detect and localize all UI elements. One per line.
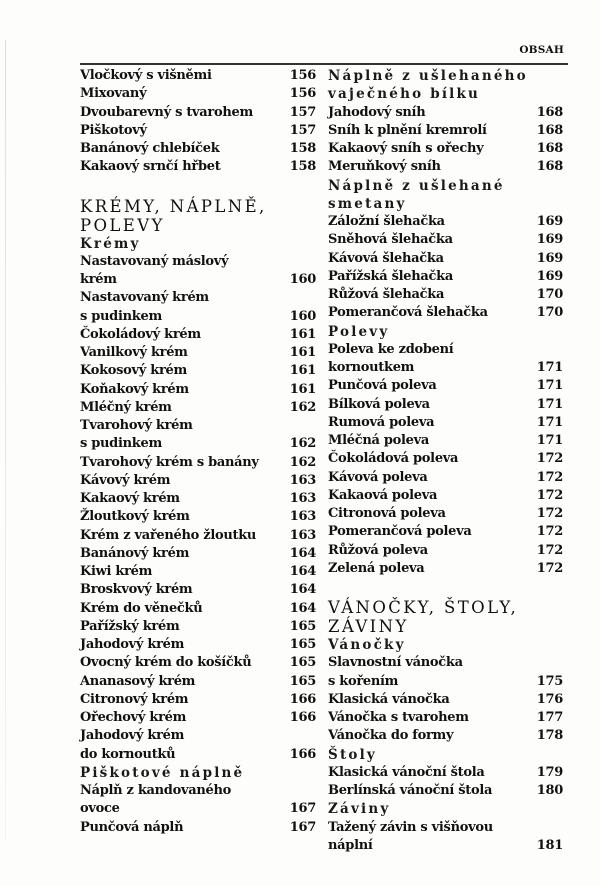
toc-entry (328, 213, 563, 231)
page-number: 169 (536, 232, 563, 248)
entry-title: Záložní šlehačka (328, 214, 445, 229)
page-number: 164 (289, 545, 316, 561)
toc-entry (80, 308, 316, 326)
page-number: 169 (536, 268, 563, 284)
entry-title: Růžová poleva (328, 542, 428, 558)
toc-entry (80, 344, 316, 362)
entry-title: Berlínská vánoční štola (328, 783, 493, 798)
entry-title: vaječného bílku (328, 86, 481, 103)
toc-entry (328, 231, 563, 249)
entry-title: Sněhová šlehačka (328, 232, 453, 248)
entry-title: Kávový krém (80, 472, 171, 488)
entry-title: Náplně z ušlehaného (328, 68, 528, 84)
entry-title: Poleva ke zdobení (328, 341, 454, 357)
toc-entry (328, 654, 563, 672)
page-number: 163 (289, 472, 316, 488)
section-heading (80, 235, 316, 253)
entry-title: Mixovaný (80, 86, 147, 102)
entry-title: Nastavovaný krém (80, 290, 209, 306)
toc-entry (328, 782, 563, 800)
entry-title: Polevy (328, 323, 390, 340)
toc-entry (328, 304, 563, 322)
entry-title: Punčová náplň (80, 819, 184, 835)
entry-title: Koňakový krém (80, 381, 189, 397)
entry-title: náplní (328, 837, 373, 853)
toc-entry (80, 362, 316, 380)
entry-title: s kořením (328, 673, 399, 689)
page-number: 165 (289, 655, 316, 671)
toc-entry (80, 399, 316, 417)
toc-entry (80, 800, 316, 818)
entry-title: Ořechový krém (80, 710, 187, 725)
toc-entry (80, 746, 316, 764)
page-edge-shadow (5, 40, 6, 840)
entry-title: Meruňkový sníh (328, 159, 441, 175)
toc-entry (328, 414, 563, 432)
page-number: 171 (536, 414, 563, 430)
toc-entry (80, 140, 316, 158)
entry-title: Banánový krém (80, 545, 190, 561)
entry-title: Tažený závin s višňovou (328, 819, 493, 835)
page-number: 169 (536, 250, 563, 266)
entry-title: ZÁVINY (328, 617, 409, 636)
entry-title: Záviny (328, 801, 391, 818)
toc-entry (80, 253, 316, 271)
page-number: 171 (536, 360, 563, 375)
entry-title: Piškotový (80, 122, 147, 138)
page-number: 162 (289, 454, 316, 470)
page-number: 172 (536, 524, 563, 540)
page-number: 168 (536, 104, 563, 120)
entry-title: smetany (328, 195, 407, 212)
toc-entry (328, 837, 563, 855)
toc-entry (328, 359, 563, 377)
toc-entry (328, 523, 563, 541)
page-number: 156 (289, 68, 316, 83)
page-number: 170 (536, 305, 563, 321)
toc-entry (328, 673, 563, 691)
toc-entry (328, 104, 563, 122)
page-number: 175 (536, 673, 563, 689)
page-number: 178 (536, 728, 563, 744)
entry-title: Klasická vánočka (328, 691, 450, 707)
section-heading (80, 764, 316, 782)
entry-title: Mléčná poleva (328, 433, 429, 448)
toc-entry (80, 673, 316, 691)
entry-title: Banánový chlebíček (80, 141, 220, 156)
entry-title: Krémy (80, 235, 141, 252)
page-number: 160 (289, 272, 316, 287)
page-number: 179 (536, 764, 563, 780)
spacer (80, 177, 316, 197)
page-number: 172 (536, 469, 563, 485)
page-number: 160 (289, 308, 316, 324)
entry-title: Vánočka do formy (328, 728, 454, 744)
page-number: 157 (289, 104, 316, 120)
page-number: 161 (289, 381, 316, 397)
entry-title: Ovocný krém do košíčků (80, 655, 252, 671)
entry-title: Slavnostní vánočka (328, 655, 463, 671)
page-number: 156 (289, 86, 316, 102)
toc-entry (80, 508, 316, 526)
page-number: 164 (289, 582, 316, 598)
entry-title: Žloutkový krém (80, 509, 190, 525)
toc-entry (80, 271, 316, 289)
entry-title: ovoce (80, 801, 120, 817)
section-heading (328, 195, 563, 213)
section-heading (328, 177, 563, 195)
page-number: 180 (536, 783, 563, 798)
entry-title: Mléčný krém (80, 399, 172, 415)
entry-title: KRÉMY, NÁPLNĚ, (80, 196, 267, 216)
section-heading (328, 85, 563, 103)
entry-title: Punčová poleva (328, 378, 437, 394)
toc-entry (80, 289, 316, 307)
toc-entry (80, 691, 316, 709)
section-heading (328, 67, 563, 85)
toc-entry (80, 600, 316, 618)
entry-title: Pomerančová šlehačka (328, 305, 488, 321)
page-number: 172 (536, 506, 563, 521)
toc-entry (328, 286, 563, 304)
entry-title: Sníh k plnění kremrolí (328, 122, 487, 138)
page-number: 168 (536, 122, 563, 138)
toc-entry (80, 158, 316, 176)
toc-entry (328, 432, 563, 450)
toc-entry (328, 505, 563, 523)
entry-title: Pomerančová poleva (328, 524, 472, 540)
toc-entry (80, 819, 316, 837)
page-number: 164 (289, 564, 316, 579)
toc-entry (328, 377, 563, 395)
toc-entry (80, 104, 316, 122)
toc-entry (328, 140, 563, 158)
page-number: 172 (536, 451, 563, 467)
toc-entry (80, 472, 316, 490)
toc-entry (80, 490, 316, 508)
toc-entry (80, 563, 316, 581)
toc-entry (328, 727, 563, 745)
section-heading (328, 323, 563, 341)
entry-title: Nastavovaný máslový (80, 253, 229, 269)
page-number: 167 (289, 819, 316, 835)
entry-title: Vánočky (328, 637, 406, 653)
toc-column-right (328, 67, 563, 855)
toc-entry (328, 560, 563, 578)
toc-entry (80, 326, 316, 344)
entry-title: Jahodový sníh (328, 104, 426, 120)
entry-title: Tvarohový krém s banány (80, 454, 259, 470)
page-number: 163 (289, 509, 316, 525)
section-heading (328, 746, 563, 764)
page-number: 162 (289, 399, 316, 415)
entry-title: Piškotové náplně (80, 764, 245, 781)
toc-entry (80, 782, 316, 800)
page-number: 163 (289, 527, 316, 543)
page-number: 166 (289, 691, 316, 707)
chapter-heading (328, 598, 563, 617)
page-number: 168 (536, 159, 563, 175)
entry-title: Rumová poleva (328, 414, 435, 430)
entry-title: Kávová šlehačka (328, 250, 444, 266)
entry-title: Vanilkový krém (80, 345, 188, 360)
toc-entry (328, 487, 563, 505)
toc-entry (328, 396, 563, 414)
toc-entry (328, 341, 563, 359)
toc-entry (80, 122, 316, 140)
page-number: 167 (289, 801, 316, 817)
page-number: 166 (289, 746, 316, 762)
toc-entry (80, 618, 316, 636)
entry-title: Náplně z ušlehané (328, 177, 505, 194)
entry-title: Klasická vánoční štola (328, 764, 485, 780)
entry-title: Pařížský krém (80, 618, 180, 634)
page-number: 161 (289, 345, 316, 360)
entry-title: do kornoutků (80, 746, 176, 762)
entry-title: Broskvový krém (80, 582, 193, 598)
toc-entry (80, 67, 316, 85)
page-number: 181 (536, 837, 563, 853)
toc-entry (80, 581, 316, 599)
toc-entry (328, 268, 563, 286)
entry-title: Růžová šlehačka (328, 287, 445, 302)
page-number: 168 (536, 141, 563, 156)
toc-entry (328, 819, 563, 837)
entry-title: Náplň z kandovaného (80, 783, 231, 798)
entry-title: Krém z vařeného žloutku (80, 527, 257, 543)
toc-entry (80, 654, 316, 672)
toc-entry (328, 691, 563, 709)
entry-title: s pudinkem (80, 436, 162, 452)
running-header: OBSAH (519, 44, 564, 56)
entry-title: Kávová poleva (328, 469, 428, 485)
entry-title: Bílková poleva (328, 396, 430, 412)
toc-entry (80, 636, 316, 654)
page-number: 171 (536, 433, 563, 448)
entry-title: Vánočka s tvarohem (328, 710, 469, 725)
entry-title: Ananasový krém (80, 673, 196, 689)
toc-entry (80, 545, 316, 563)
entry-title: krém (80, 272, 117, 287)
chapter-heading (80, 216, 316, 235)
entry-title: Citronová poleva (328, 506, 446, 521)
chapter-heading (328, 617, 563, 636)
entry-title: Kiwi krém (80, 564, 153, 579)
page-number: 161 (289, 326, 316, 342)
section-heading (328, 800, 563, 818)
page-number: 172 (536, 560, 563, 576)
toc-entry (80, 435, 316, 453)
entry-title: Jahodový krém (80, 728, 185, 744)
entry-title: VÁNOČKY, ŠTOLY, (328, 598, 519, 617)
entry-title: Čokoládový krém (80, 326, 201, 342)
entry-title: Tvarohový krém (80, 418, 193, 433)
toc-entry (80, 381, 316, 399)
toc-entry (80, 727, 316, 745)
page-number: 171 (536, 396, 563, 412)
entry-title: Kokosový krém (80, 363, 187, 379)
spacer (328, 578, 563, 598)
toc-entry (328, 158, 563, 176)
toc-entry (328, 450, 563, 468)
page-number: 172 (536, 542, 563, 558)
toc-entry (328, 709, 563, 727)
page-number: 164 (289, 600, 316, 616)
header-rule (80, 63, 568, 65)
page-number: 166 (289, 710, 316, 725)
page-number: 170 (536, 287, 563, 302)
entry-title: Zelená poleva (328, 560, 425, 576)
entry-title: POLEVY (80, 215, 165, 235)
page-number: 176 (536, 691, 563, 707)
entry-title: Pařížská šlehačka (328, 268, 453, 284)
entry-title: Štoly (328, 746, 377, 763)
page-number: 157 (289, 122, 316, 138)
toc-entry (80, 527, 316, 545)
page-number: 177 (536, 710, 563, 725)
toc-entry (80, 709, 316, 727)
entry-title: Kakaový srnčí hřbet (80, 159, 221, 175)
section-heading (328, 636, 563, 654)
entry-title: Kakaová poleva (328, 487, 438, 503)
entry-title: s pudinkem (80, 308, 162, 324)
page-number: 169 (536, 214, 563, 229)
entry-title: kornoutkem (328, 360, 415, 375)
page-number: 162 (289, 436, 316, 452)
toc-entry (328, 250, 563, 268)
entry-title: Vločkový s višněmi (80, 68, 212, 83)
page-number: 163 (289, 491, 316, 506)
entry-title: Kakaový sníh s ořechy (328, 141, 484, 156)
entry-title: Jahodový krém (80, 637, 185, 652)
page-number: 158 (289, 159, 316, 175)
entry-title: Čokoládová poleva (328, 451, 459, 467)
page-number: 171 (536, 378, 563, 394)
page-number: 165 (289, 637, 316, 652)
entry-title: Citronový krém (80, 691, 189, 707)
toc-entry (328, 764, 563, 782)
toc-entry (328, 542, 563, 560)
page-number: 161 (289, 363, 316, 379)
page-number: 158 (289, 141, 316, 156)
toc-entry (328, 122, 563, 140)
entry-title: Kakaový krém (80, 491, 180, 506)
toc-entry (80, 417, 316, 435)
toc-entry (80, 85, 316, 103)
entry-title: Dvoubarevný s tvarohem (80, 104, 253, 120)
toc-column-left (80, 67, 316, 837)
page-number: 165 (289, 673, 316, 689)
toc-entry (328, 469, 563, 487)
chapter-heading (80, 197, 316, 216)
toc-entry (80, 454, 316, 472)
page-number: 172 (536, 487, 563, 503)
page-number: 165 (289, 618, 316, 634)
entry-title: Krém do věnečků (80, 600, 203, 616)
